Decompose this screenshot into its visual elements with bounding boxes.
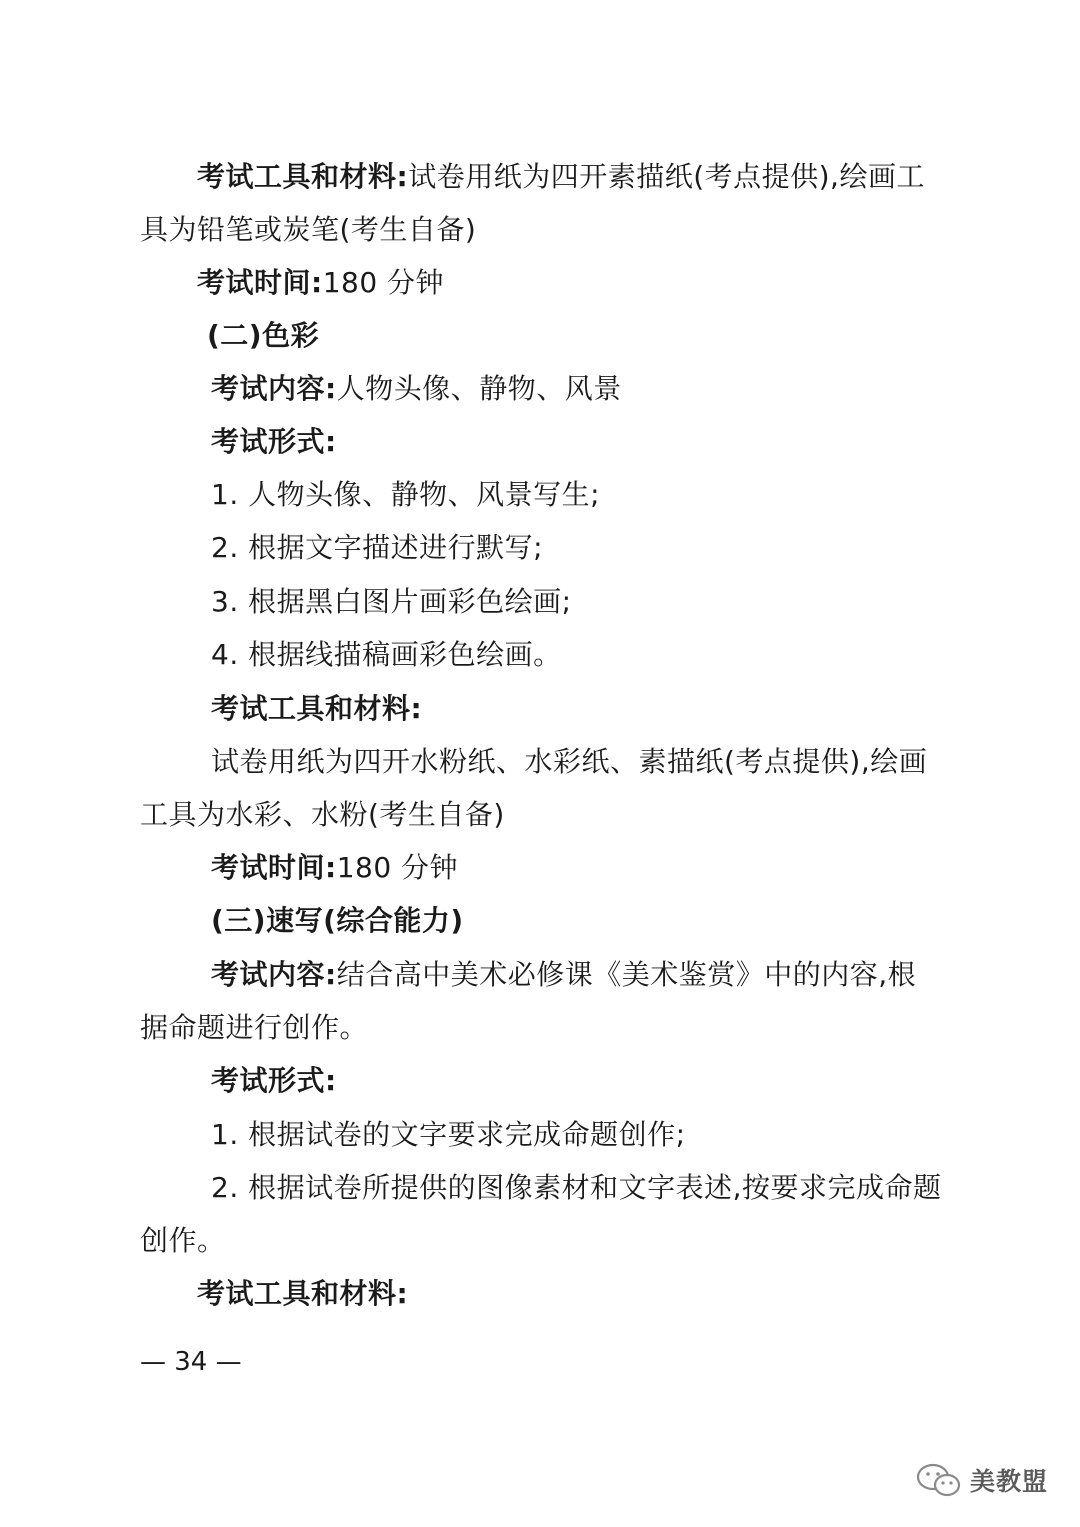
text-line xyxy=(211,422,337,462)
line-text: 1. 根据试卷的文字要求完成命题创作; xyxy=(211,1118,686,1151)
list-item xyxy=(211,582,572,622)
list-item xyxy=(211,1168,942,1208)
text-line xyxy=(211,689,422,729)
text-line xyxy=(140,1221,226,1261)
line-text: 试卷用纸为四开水粉纸、水彩纸、素描纸(考点提供),绘画 xyxy=(211,745,928,778)
line-text: 180 分钟 xyxy=(336,851,459,884)
line-text: 2. 根据试卷所提供的图像素材和文字表述,按要求完成命题 xyxy=(211,1171,942,1204)
list-item xyxy=(211,1115,686,1155)
page-number: — 34 — xyxy=(140,1347,242,1377)
line-label: (二)色彩 xyxy=(207,319,320,352)
section-heading xyxy=(211,901,464,941)
section-heading xyxy=(207,316,319,356)
line-label: 考试内容: xyxy=(211,958,337,991)
line-text: 人物头像、静物、风景 xyxy=(336,372,622,405)
line-text: 创作。 xyxy=(140,1224,226,1257)
line-text: 2. 根据文字描述进行默写; xyxy=(211,531,544,564)
line-label: 考试工具和材料: xyxy=(211,692,423,725)
text-line xyxy=(140,795,505,835)
text-line xyxy=(211,955,916,995)
text-line xyxy=(211,848,458,888)
line-text: 具为铅笔或炭笔(考生自备) xyxy=(140,213,477,246)
wechat-icon xyxy=(916,1462,962,1498)
line-label: 考试内容: xyxy=(211,372,337,405)
line-label: 考试形式: xyxy=(211,1064,337,1097)
line-text: 据命题进行创作。 xyxy=(140,1011,369,1044)
text-line xyxy=(197,263,444,303)
line-label: 考试形式: xyxy=(211,425,337,458)
line-label: 考试时间: xyxy=(211,851,337,884)
text-line xyxy=(211,742,927,782)
line-text: 4. 根据线描稿画彩色绘画。 xyxy=(211,638,562,671)
line-text: 试卷用纸为四开素描纸(考点提供),绘画工 xyxy=(408,160,925,193)
list-item xyxy=(211,475,600,515)
text-line xyxy=(197,1274,408,1314)
line-text: 180 分钟 xyxy=(322,266,445,299)
line-label: 考试时间: xyxy=(197,266,323,299)
line-text: 结合高中美术必修课《美术鉴赏》中的内容,根 xyxy=(336,958,917,991)
text-line xyxy=(211,1061,337,1101)
list-item xyxy=(211,635,562,675)
line-label: 考试工具和材料: xyxy=(197,160,409,193)
line-text: 1. 人物头像、静物、风景写生; xyxy=(211,478,601,511)
watermark xyxy=(916,1458,1048,1502)
line-text: 3. 根据黑白图片画彩色绘画; xyxy=(211,585,572,618)
text-line xyxy=(211,369,622,409)
watermark-text: 美教盟 xyxy=(970,1467,1049,1496)
line-label: (三)速写(综合能力) xyxy=(211,904,464,937)
text-line xyxy=(140,1008,368,1048)
text-line xyxy=(140,210,476,250)
text-line xyxy=(197,157,925,197)
list-item xyxy=(211,528,543,568)
line-label: 考试工具和材料: xyxy=(197,1277,409,1310)
line-text: 工具为水彩、水粉(考生自备) xyxy=(140,798,505,831)
